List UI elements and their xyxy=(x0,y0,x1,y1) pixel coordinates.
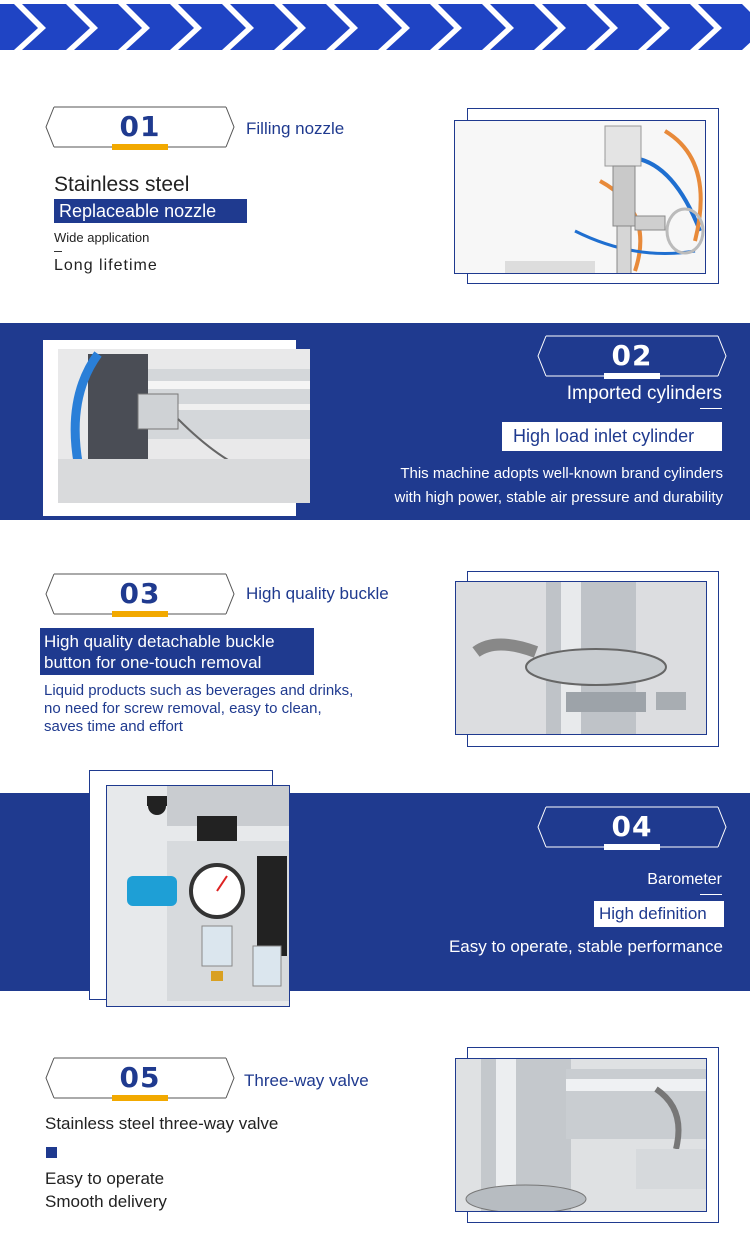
filling-nozzle-image xyxy=(454,120,706,274)
section3-highlight xyxy=(40,628,314,675)
section5-line1: Stainless steel three-way valve xyxy=(45,1114,279,1133)
section2-number-badge xyxy=(536,333,728,379)
section3-desc xyxy=(44,682,353,736)
section4-number-badge xyxy=(536,804,728,850)
three-way-valve-image xyxy=(455,1058,707,1212)
buckle-image xyxy=(455,581,707,735)
section3-highlight-line1: High quality detachable buckle xyxy=(44,632,275,651)
section1-label: Filling nozzle xyxy=(246,119,345,138)
section4-highlight: High definition xyxy=(594,901,724,927)
cylinder-image xyxy=(58,349,310,503)
section3-number-badge xyxy=(44,571,236,617)
section1-divider xyxy=(54,251,62,252)
section5-line3: Smooth delivery xyxy=(45,1192,167,1211)
section3-highlight-line2: button for one-touch removal xyxy=(44,653,262,672)
section2-label: Imported cylinders xyxy=(566,383,722,404)
section2-number: 02 xyxy=(611,339,653,372)
section1-small: Wide application xyxy=(54,230,150,245)
section3-desc-line1: Liquid products such as beverages and drinks, xyxy=(44,682,354,699)
section1-number-badge xyxy=(44,104,236,150)
section4-label: Barometer xyxy=(647,871,722,888)
section2-highlight: High load inlet cylinder xyxy=(502,422,722,451)
section2-desc1: This machine adopts well-known brand cylinders xyxy=(400,465,723,482)
section1-number: 01 xyxy=(119,110,161,143)
barometer-image xyxy=(106,785,290,1007)
section1-highlight: Replaceable nozzle xyxy=(54,199,247,223)
section5-line2: Easy to operate xyxy=(45,1169,165,1188)
section5-number-badge xyxy=(44,1055,236,1101)
section5-label: Three-way valve xyxy=(244,1071,369,1090)
section4-divider xyxy=(700,894,722,895)
section5-square-bullet xyxy=(46,1147,57,1158)
section3-desc-line2: no need for screw removal, easy to clean, xyxy=(44,700,322,717)
section1-heading: Stainless steel xyxy=(54,173,190,196)
section3-label: High quality buckle xyxy=(246,584,389,603)
section2-divider xyxy=(700,408,722,409)
section3-number: 03 xyxy=(119,577,161,610)
section2-desc2: with high power, stable air pressure and durability xyxy=(394,489,723,506)
section4-number: 04 xyxy=(611,810,653,843)
header-chevron-strip xyxy=(0,0,750,52)
section3-desc-line3: saves time and effort xyxy=(44,718,183,735)
section5-number: 05 xyxy=(119,1061,161,1094)
section1-line4: Long lifetime xyxy=(54,257,158,274)
section4-desc: Easy to operate, stable performance xyxy=(448,937,723,956)
